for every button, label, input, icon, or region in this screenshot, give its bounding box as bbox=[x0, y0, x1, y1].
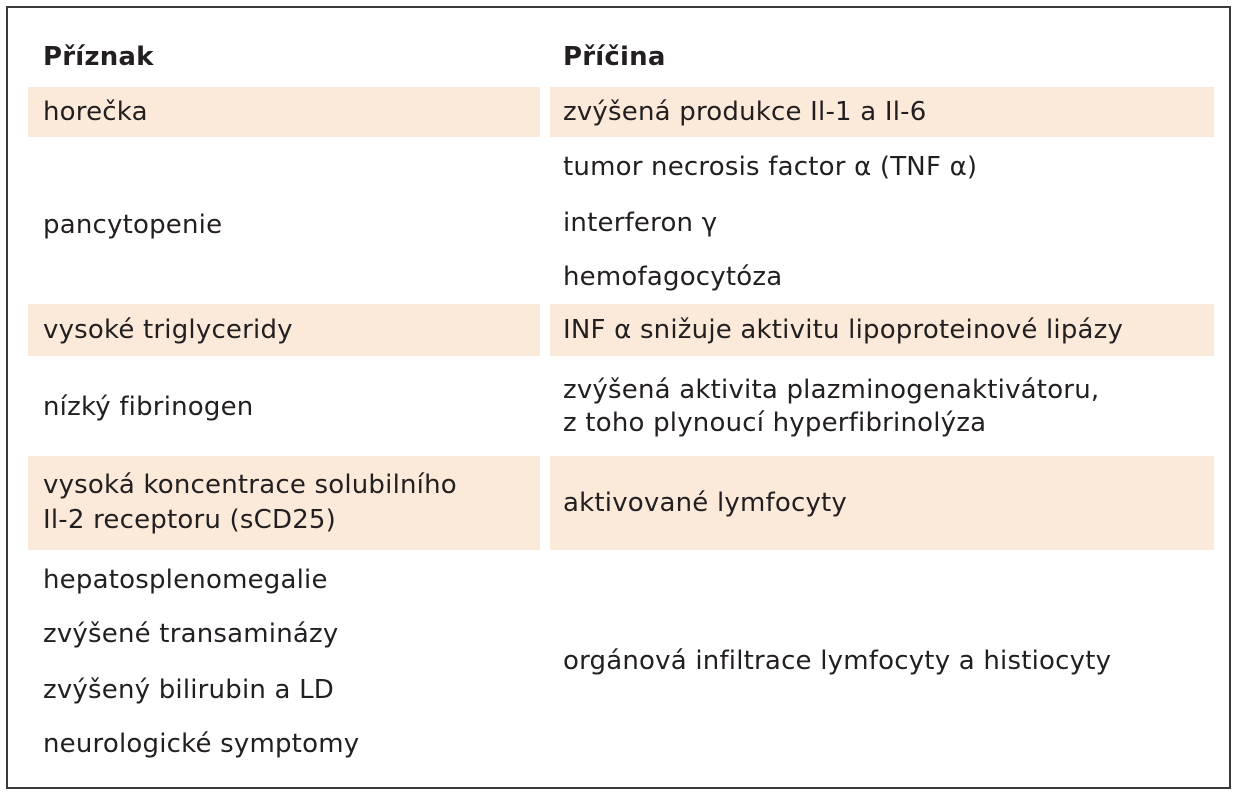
symptom-text: neurologické symptomy bbox=[43, 729, 360, 759]
header-cause: Příčina bbox=[563, 42, 666, 72]
table-row-4-cause bbox=[550, 366, 1214, 448]
header-symptom: Příznak bbox=[43, 42, 154, 72]
table-row-1-cause bbox=[550, 87, 1214, 137]
cause-text: z toho plynoucí hyperfibrinolýza bbox=[563, 408, 987, 438]
symptom-text: zvýšený bilirubin a LD bbox=[43, 675, 335, 705]
symptom-text: horečka bbox=[43, 97, 148, 127]
cause-text: orgánová infiltrace lymfocyty a histiocyty bbox=[563, 646, 1112, 676]
table-row-1-symptom bbox=[28, 87, 540, 137]
symptom-text: nízký fibrinogen bbox=[43, 392, 254, 422]
cause-text: INF α snižuje aktivitu lipoproteinové lipázy bbox=[563, 315, 1124, 345]
cause-text: hemofagocytóza bbox=[563, 262, 783, 292]
symptom-text: Il-2 receptoru (sCD25) bbox=[43, 505, 337, 535]
cause-text: zvýšená aktivita plazminogenaktivátoru, bbox=[563, 375, 1100, 405]
cause-text: tumor necrosis factor α (TNF α) bbox=[563, 152, 978, 182]
table-row-6-symptom-1 bbox=[28, 563, 540, 599]
table-row-6-cause bbox=[550, 636, 1214, 686]
cause-text: interferon γ bbox=[563, 208, 718, 238]
table-row-6-symptom-4 bbox=[28, 727, 540, 763]
symptom-text: vysoká koncentrace solubilního bbox=[43, 470, 457, 500]
symptom-text: pancytopenie bbox=[43, 210, 223, 240]
table-row-2-cause-1 bbox=[550, 150, 1214, 186]
table-row-6-symptom-2 bbox=[28, 617, 540, 653]
symptom-text: vysoké triglyceridy bbox=[43, 315, 293, 345]
table-row-2-cause-2 bbox=[550, 206, 1214, 242]
table-row-2-symptom bbox=[28, 200, 540, 250]
table-row-6-symptom-3 bbox=[28, 673, 540, 709]
cause-text: aktivované lymfocyty bbox=[563, 488, 848, 518]
table-row-5-symptom bbox=[28, 456, 540, 550]
symptom-text: zvýšené transaminázy bbox=[43, 619, 339, 649]
table-row-3-symptom bbox=[28, 304, 540, 356]
table-row-2-cause-3 bbox=[550, 260, 1214, 296]
table-row-5-cause bbox=[550, 456, 1214, 550]
cause-text: zvýšená produkce Il-1 a Il-6 bbox=[563, 97, 927, 127]
symptom-text: hepatosplenomegalie bbox=[43, 565, 328, 595]
table-row-4-symptom bbox=[28, 366, 540, 448]
table-row-3-cause bbox=[550, 304, 1214, 356]
